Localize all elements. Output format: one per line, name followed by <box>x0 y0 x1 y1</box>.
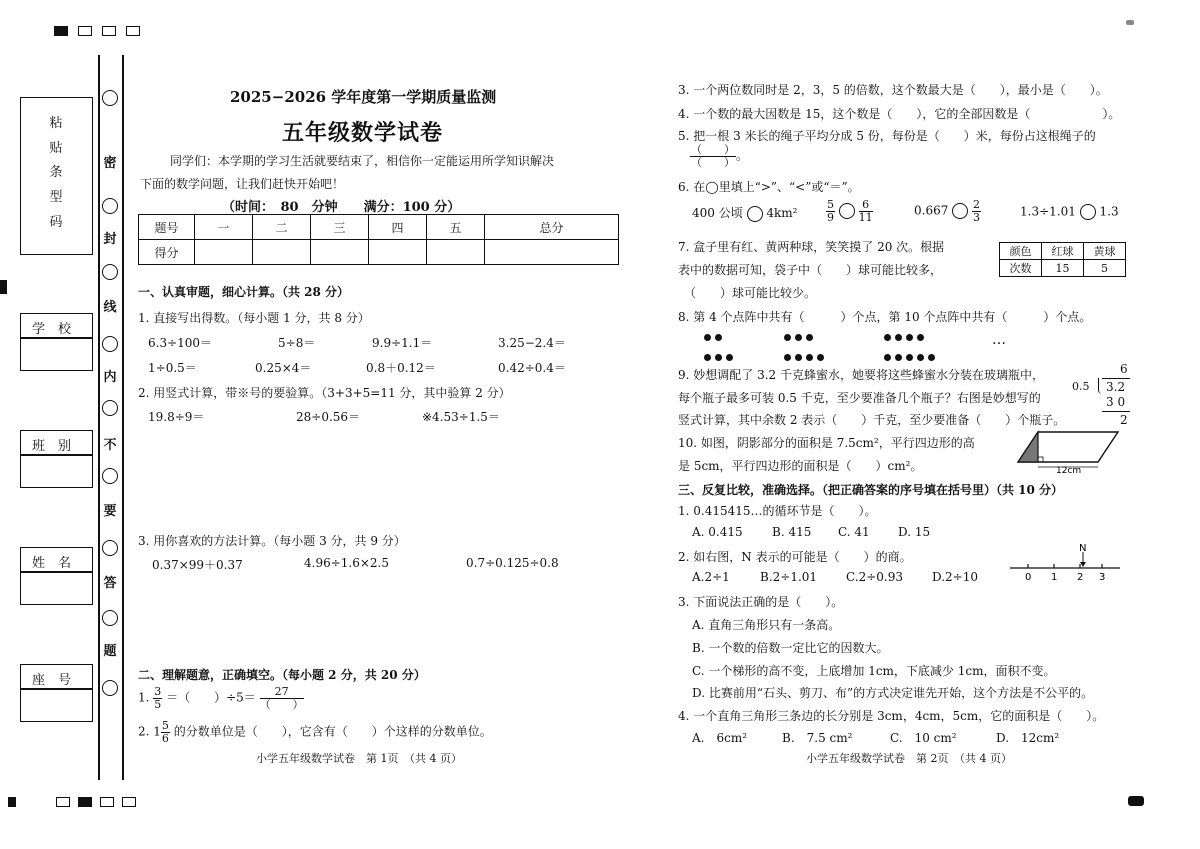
p2-q6-b: $\frac{5}{9}$ $\frac{6}{11}$ <box>827 198 873 224</box>
tick-label: 2 <box>1077 572 1084 583</box>
registration-mark <box>54 26 68 36</box>
q3-item: 0.7÷0.125÷0.8 <box>466 556 559 570</box>
q3-item: 0.37×99＋0.37 <box>152 558 243 572</box>
seal-hole <box>102 540 118 556</box>
c2: 2. 如右图，N 表示的可能是（ ）的商。 <box>678 550 912 564</box>
fraction: $\frac{27}{( )}$ <box>259 685 304 711</box>
school-label: 学 校 <box>32 322 72 337</box>
q3-title: 3. 用你喜欢的方法计算。（每小题 3 分，共 9 分） <box>138 534 406 548</box>
ball-count-table <box>999 242 1126 277</box>
compare-circle[interactable] <box>952 203 968 219</box>
fraction: $\frac{3}{5}$ <box>154 685 162 711</box>
time-info: （时间： 80 分钟 满分：100 分） <box>222 200 461 215</box>
section-3-title: 三、反复比较，准确选择。（把正确答案的序号填在括号里）（共 10 分） <box>678 483 1064 497</box>
intro-line-1: 同学们：本学期的学习生活就要结束了，相信你一定能运用所学知识解决 <box>170 154 555 168</box>
registration-mark <box>100 797 114 807</box>
q3-item: 4.96÷1.6×2.5 <box>304 556 389 570</box>
compare-circle[interactable] <box>1080 204 1096 220</box>
q1-title: 1. 直接写出得数。（每小题 1 分，共 8 分） <box>138 311 370 325</box>
s2-q2 <box>138 720 492 744</box>
fraction: $\frac{( )}{( )}$ <box>691 143 735 169</box>
fraction: $\frac{5}{6}$ <box>161 719 169 745</box>
table-cell: 黄球 <box>1084 243 1126 260</box>
name-label: 姓 名 <box>32 556 72 571</box>
seal-char: 封 <box>103 232 117 247</box>
tick-label: 1 <box>1051 572 1058 583</box>
p2-q6-c: 0.667 $\frac{2}{3}$ <box>914 198 981 224</box>
p2-q4: 4. 一个数的最大因数是 15，这个数是（ ），它的全部因数是（ ）。 <box>678 107 1121 121</box>
number-line <box>1006 542 1124 584</box>
score-header-cell: 题号 <box>139 215 195 240</box>
long-division: 6 0.5 3.2 3 0 2 <box>1072 362 1136 432</box>
seal-char: 密 <box>103 156 117 171</box>
seal-hole <box>102 400 118 416</box>
q1-item: 3.25−2.4＝ <box>498 336 566 350</box>
score-header-cell: 四 <box>369 215 427 240</box>
q1-item: 1÷0.5＝ <box>148 361 197 375</box>
section-2-title: 二、理解题意，正确填空。（每小题 2 分，共 20 分） <box>138 668 426 682</box>
table-cell: 5 <box>1084 260 1126 277</box>
registration-mark <box>122 797 136 807</box>
seal-char: 要 <box>103 504 117 519</box>
s2-q1-number: 1. <box>138 690 150 705</box>
score-header-cell: 一 <box>195 215 253 240</box>
registration-mark <box>56 797 70 807</box>
table-cell: 红球 <box>1042 243 1084 260</box>
s2-q1-text: ＝（ ）÷5＝ <box>166 690 256 705</box>
q1-item: 0.42÷0.4＝ <box>498 361 566 375</box>
seal-hole <box>102 336 118 352</box>
page-1-footer: 小学五年级数学试卷 第 1页 （共 4 页） <box>256 752 462 765</box>
exam-title: 五年级数学试卷 <box>282 120 444 146</box>
table-cell: 15 <box>1042 260 1084 277</box>
p2-q5: 5. 把一根 3 米长的绳子平均分成 5 份，每份是（ ）米，每份占这根绳子的 <box>678 129 1096 143</box>
score-cell[interactable] <box>427 240 485 265</box>
registration-mark <box>126 26 140 36</box>
score-header-cell: 二 <box>253 215 311 240</box>
q1-item: 5÷8＝ <box>278 336 316 350</box>
dot-pattern-3 <box>884 330 954 364</box>
q1-item: 0.25×4＝ <box>255 361 312 375</box>
seat-label: 座 号 <box>32 673 72 688</box>
c2-option: A.2÷1 <box>692 570 730 584</box>
compare-circle[interactable] <box>747 206 763 222</box>
q2-item: ※4.53÷1.5＝ <box>422 410 500 424</box>
dot-pattern-2 <box>784 330 844 364</box>
class-label: 班 别 <box>32 439 72 454</box>
axis-point-label: N <box>1079 543 1087 554</box>
p2-q7-line3: （ ）球可能比较少。 <box>684 286 817 300</box>
p2-q6-d: 1.3÷1.01 1.3 <box>1020 204 1119 219</box>
scan-mark <box>8 797 16 807</box>
seal-hole <box>102 198 118 214</box>
seal-hole <box>102 680 118 696</box>
q1-item: 6.3÷100＝ <box>148 336 213 350</box>
registration-mark <box>102 26 116 36</box>
c1-option: C. 41 <box>838 525 870 539</box>
c3-option: B. 一个数的倍数一定比它的因数大。 <box>692 641 889 655</box>
figure-label: 12cm <box>1056 466 1082 476</box>
score-table <box>138 214 619 265</box>
q2-item: 28÷0.56＝ <box>296 410 361 424</box>
seal-char: 内 <box>103 370 117 385</box>
scan-mark <box>1128 796 1144 806</box>
seal-hole <box>102 90 118 106</box>
table-cell: 次数 <box>1000 260 1042 277</box>
p2-q10-line1: 10. 如图，阴影部分的面积是 7.5cm²，平行四边形的高 <box>678 436 975 450</box>
tick-label: 0 <box>1025 572 1032 583</box>
s2-q2-text: 的分数单位是（ ），它含有（ ）个这样的分数单位。 <box>173 724 492 739</box>
p2-q7-line1: 7. 盒子里有红、黄两种球，笑笑摸了 20 次。根据 <box>678 240 945 254</box>
score-header-cell: 三 <box>311 215 369 240</box>
c1: 1. 0.415415…的循环节是（ ）。 <box>678 504 877 518</box>
c2-option: B.2÷1.01 <box>760 570 818 584</box>
table-cell: 颜色 <box>1000 243 1042 260</box>
score-header-cell: 总分 <box>485 215 619 240</box>
c4-option: D. 12cm² <box>996 731 1060 745</box>
sticker-label: 粘 贴 条 型 码 <box>49 116 63 230</box>
mixed-number-whole: 1 <box>153 724 161 739</box>
c3-option: C. 一个梯形的高不变，上底增加 1cm，下底减少 1cm，面积不变。 <box>692 664 1056 678</box>
class-divider <box>20 454 93 456</box>
c3-option: D. 比赛前用“石头、剪刀、布”的方式决定谁先开始，这个方法是不公平的。 <box>692 686 1094 700</box>
tick-label: 3 <box>1099 572 1106 583</box>
score-cell[interactable] <box>485 240 619 265</box>
intro-line-2: 下面的数学问题，让我们赶快开始吧！ <box>140 177 345 191</box>
p2-q7-line2: 表中的数据可知，袋子中（ ）球可能比较多， <box>678 263 943 277</box>
dot-pattern-1 <box>704 330 744 364</box>
score-header-cell: 五 <box>427 215 485 240</box>
score-cell[interactable] <box>369 240 427 265</box>
p2-q6-a: 400 公顷 4km² <box>692 206 798 220</box>
scan-mark <box>0 280 7 294</box>
q1-item: 0.8＋0.12＝ <box>366 361 436 375</box>
seal-char: 答 <box>103 576 117 591</box>
score-cell[interactable] <box>195 240 253 265</box>
c4: 4. 一个直角三角形三条边的长分别是 3cm，4cm，5cm，它的面积是（ ）。 <box>678 709 1105 723</box>
s2-q1 <box>138 686 304 710</box>
p2-q5-fraction: $\frac{( )}{( )}$ 。 <box>691 143 749 169</box>
c3-option: A. 直角三角形只有一条高。 <box>692 618 841 632</box>
seal-line <box>122 55 124 780</box>
registration-mark <box>78 797 92 807</box>
q2-item: 19.8÷9＝ <box>148 410 205 424</box>
c4-option: A. 6cm² <box>692 731 748 745</box>
score-cell[interactable] <box>253 240 311 265</box>
p2-q10-line2: 是 5cm，平行四边形的面积是（ ）cm²。 <box>678 459 923 473</box>
compare-circle[interactable] <box>839 203 855 219</box>
seal-char: 线 <box>103 300 117 315</box>
seal-hole <box>102 264 118 280</box>
seal-hole <box>102 468 118 484</box>
score-row-label: 得分 <box>139 240 195 265</box>
p2-q6: 6. 在◯里填上“>”、“<”或“＝”。 <box>678 180 860 194</box>
scan-mark <box>1126 20 1134 25</box>
parallelogram-figure <box>1014 428 1124 476</box>
dot-pattern-ellipsis: … <box>992 332 1006 348</box>
seat-divider <box>20 688 93 690</box>
p2-q8: 8. 第 4 个点阵中共有（ ）个点，第 10 个点阵中共有（ ）个点。 <box>678 310 1092 324</box>
school-divider <box>20 337 93 339</box>
name-divider <box>20 571 93 573</box>
q1-item: 9.9÷1.1＝ <box>372 336 433 350</box>
seal-line <box>98 55 100 780</box>
c1-option: B. 415 <box>772 525 812 539</box>
p2-q9-line2: 每个瓶子最多可装 0.5 千克，至少要准备几个瓶子？右图是妙想写的 <box>678 391 1041 405</box>
c1-option: A. 0.415 <box>692 525 743 539</box>
seal-char: 题 <box>103 644 117 659</box>
p2-q3: 3. 一个两位数同时是 2，3，5 的倍数，这个数最大是（ ），最小是（ ）。 <box>678 83 1108 97</box>
seal-hole <box>102 610 118 626</box>
c3: 3. 下面说法正确的是（ ）。 <box>678 595 844 609</box>
registration-mark <box>78 26 92 36</box>
c4-option: B. 7.5 cm² <box>782 731 853 745</box>
c4-option: C. 10 cm² <box>890 731 957 745</box>
s2-q2-number: 2. <box>138 724 150 739</box>
page-2-footer: 小学五年级数学试卷 第 2页 （共 4 页） <box>806 752 1012 765</box>
section-1-title: 一、认真审题，细心计算。（共 28 分） <box>138 285 350 299</box>
p2-q9-line1: 9. 妙想调配了 3.2 千克蜂蜜水，她要将这些蜂蜜水分装在玻璃瓶中， <box>678 368 1044 382</box>
seal-char: 不 <box>103 438 117 453</box>
exam-year-title: 2025−2026 学年度第一学期质量监测 <box>230 88 497 106</box>
c1-option: D. 15 <box>898 525 931 539</box>
q2-title: 2. 用竖式计算，带※号的要验算。（3+3+5=11 分，其中验算 2 分） <box>138 386 511 400</box>
p2-q9-line3: 竖式计算，其中余数 2 表示（ ）千克，至少要准备（ ）个瓶子。 <box>678 413 1066 427</box>
c2-option: D.2÷10 <box>932 570 978 584</box>
c2-option: C.2÷0.93 <box>846 570 903 584</box>
score-cell[interactable] <box>311 240 369 265</box>
